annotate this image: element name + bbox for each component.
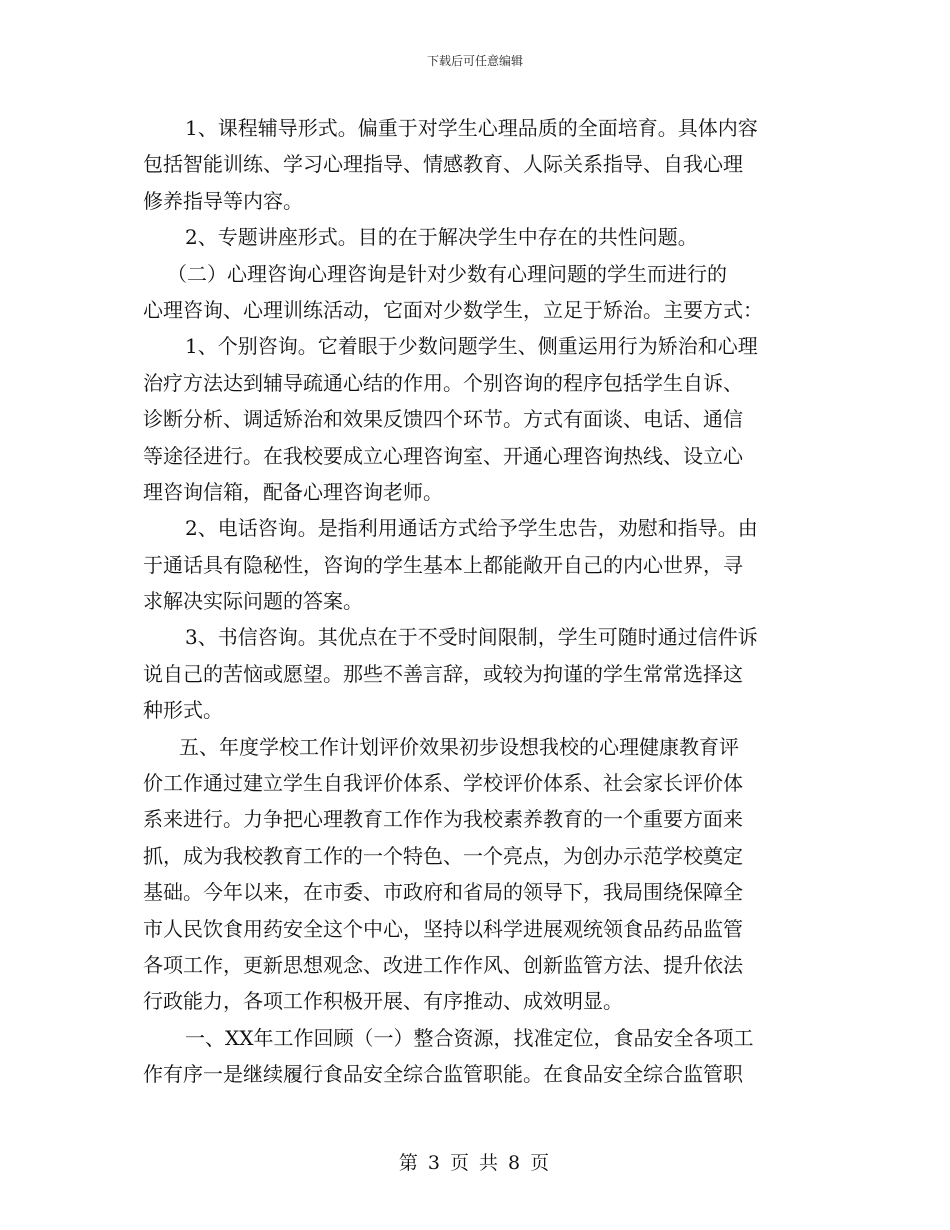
paragraph-line: 包括智能训练、学习心理指导、情感教育、人际关系指导、自我心理 (143, 152, 743, 177)
paragraph-line: 1、个别咨询。它着眼于少数问题学生、侧重运用行为矫治和心理 (185, 334, 758, 359)
paragraph-line: 五、年度学校工作计划评价效果初步设想我校的心理健康教育评 (179, 734, 739, 759)
paragraph-line: 种形式。 (143, 698, 223, 723)
paragraph-line: 作有序一是继续履行食品安全综合监管职能。在食品安全综合监管职 (143, 1062, 743, 1087)
paragraph-line: 3、书信咨询。其优点在于不受时间限制，学生可随时通过信件诉 (185, 625, 758, 650)
paragraph-line: 理咨询信箱，配备心理咨询老师。 (143, 479, 443, 504)
document-body (143, 110, 815, 1093)
paragraph-line: 价工作通过建立学生自我评价体系、学校评价体系、社会家长评价体 (143, 771, 743, 796)
paragraph-line: 治疗方法达到辅导疏通心结的作用。个别咨询的程序包括学生自诉、 (143, 370, 743, 395)
paragraph-line: 修养指导等内容。 (143, 188, 303, 213)
paragraph-line: 基础。今年以来，在市委、市政府和省局的领导下，我局围绕保障全 (143, 880, 743, 905)
paragraph-line: 说自己的苦恼或愿望。那些不善言辞，或较为拘谨的学生常常选择这 (143, 661, 743, 686)
paragraph-line: 诊断分析、调适矫治和效果反馈四个环节。方式有面谈、电话、通信 (143, 407, 743, 432)
paragraph-line: 系来进行。力争把心理教育工作作为我校素养教育的一个重要方面来 (143, 807, 743, 832)
paragraph-line: 1、课程辅导形式。偏重于对学生心理品质的全面培育。具体内容 (185, 116, 758, 140)
paragraph-line: 2、专题讲座形式。目的在于解决学生中存在的共性问题。 (185, 225, 698, 250)
paragraph-line: 各项工作，更新思想观念、改进工作作风、创新监管方法、提升依法 (143, 952, 743, 977)
paragraph-line: 市人民饮食用药安全这个中心，坚持以科学进展观统领食品药品监管 (143, 916, 743, 941)
paragraph-line: 于通话具有隐秘性，咨询的学生基本上都能敞开自己的内心世界，寻 (143, 552, 743, 577)
paragraph-line: （二）心理咨询心理咨询是针对少数有心理问题的学生而进行的 (167, 261, 727, 286)
page-number-footer: 第 3 页 共 8 页 (398, 1152, 552, 1174)
paragraph-line: 一、XX年工作回顾（一）整合资源，找准定位，食品安全各项工 (185, 1025, 754, 1050)
paragraph-line: 求解决实际问题的答案。 (143, 589, 363, 614)
paragraph-line: 2、电话咨询。是指利用通话方式给予学生忠告，劝慰和指导。由 (185, 516, 758, 541)
paragraph-line: 行政能力，各项工作积极开展、有序推动、成效明显。 (143, 989, 623, 1014)
paragraph-line: 抓，成为我校教育工作的一个特色、一个亮点，为创办示范学校奠定 (143, 843, 743, 868)
page-header: 下载后可任意编辑 (426, 54, 523, 68)
paragraph-line: 心理咨询、心理训练活动，它面对少数学生，立足于矫治。主要方式： (143, 297, 763, 322)
paragraph-line: 等途径进行。在我校要成立心理咨询室、开通心理咨询热线、设立心 (143, 443, 743, 468)
